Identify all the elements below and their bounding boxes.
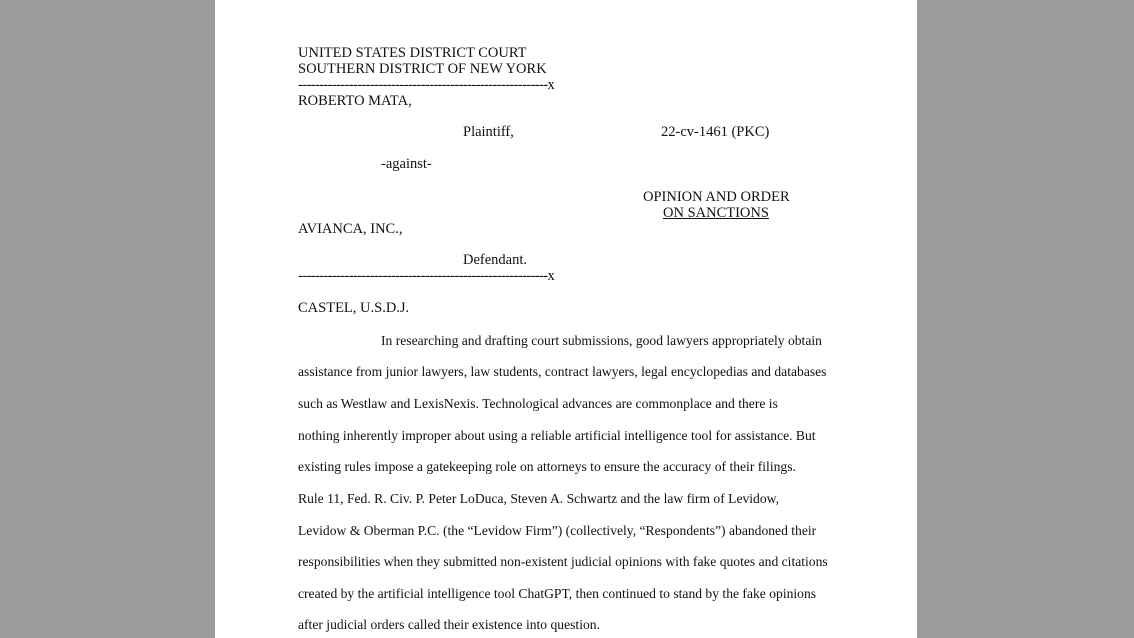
body-line: such as Westlaw and LexisNexis. Technological advances are commonplace and there is <box>298 396 778 411</box>
caption-separator-bottom: -----------------------------------------------------------x <box>298 268 555 284</box>
judge-name: CASTEL, U.S.D.J. <box>298 300 410 316</box>
court-district: SOUTHERN DISTRICT OF NEW YORK <box>298 61 547 77</box>
body-line: assistance from junior lawyers, law students, contract lawyers, legal encyclopedias and databases <box>298 364 827 379</box>
body-line: Levidow & Oberman P.C. (the “Levidow Firm”) (collectively, “Respondents”) abandoned their <box>298 523 817 538</box>
plaintiff-role: Plaintiff, <box>463 124 514 140</box>
caption-separator-top: -----------------------------------------------------------x <box>298 77 555 93</box>
body-line: In researching and drafting court submissions, good lawyers appropriately obtain <box>381 333 822 348</box>
defendant-role: Defendant. <box>463 252 528 268</box>
defendant-name: AVIANCA, INC., <box>298 221 403 237</box>
body-line: nothing inherently improper about using a reliable artificial intelligence tool for assistance. But <box>298 428 816 443</box>
document-page <box>215 0 917 638</box>
plaintiff-name: ROBERTO MATA, <box>298 93 412 109</box>
body-line: after judicial orders called their existence into question. <box>298 617 600 632</box>
versus-label: -against- <box>381 156 432 172</box>
body-line: Rule 11, Fed. R. Civ. P. Peter LoDuca, Steven A. Schwartz and the law firm of Levidow, <box>298 491 779 506</box>
court-name: UNITED STATES DISTRICT COURT <box>298 45 527 61</box>
order-subtitle: ON SANCTIONS <box>663 205 769 221</box>
body-line: created by the artificial intelligence tool ChatGPT, then continued to stand by the fake opinions <box>298 586 817 601</box>
order-title: OPINION AND ORDER <box>643 189 790 205</box>
case-number: 22-cv-1461 (PKC) <box>661 124 770 140</box>
body-line: existing rules impose a gatekeeping role on attorneys to ensure the accuracy of their filings. <box>298 459 796 474</box>
body-line: responsibilities when they submitted non-existent judicial opinions with fake quotes and citations <box>298 554 828 569</box>
